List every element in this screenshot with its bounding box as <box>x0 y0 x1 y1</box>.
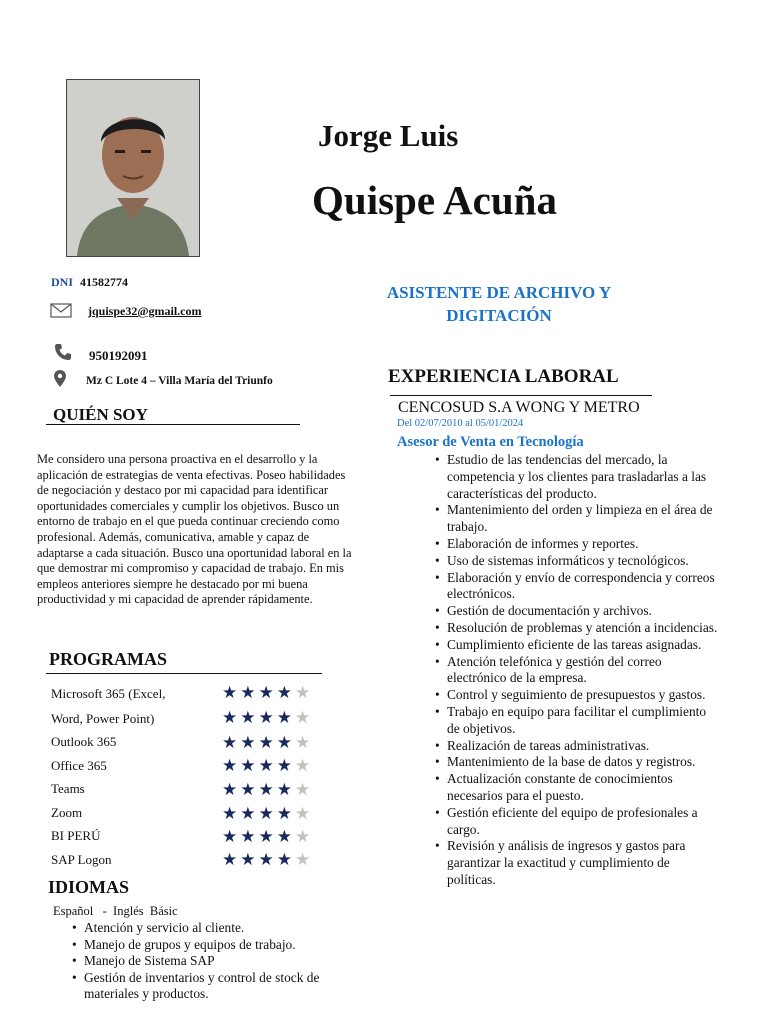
star-filled-icon: ★ <box>222 733 241 752</box>
responsibilities-list <box>435 452 720 889</box>
star-filled-icon: ★ <box>222 708 241 727</box>
star-filled-icon: ★ <box>240 708 259 727</box>
list-item: • Manejo de grupos y equipos de trabajo. <box>72 937 372 954</box>
star-filled-icon: ★ <box>222 756 241 775</box>
star-empty-icon: ★ <box>295 683 314 702</box>
list-item: • Realización de tareas administrativas. <box>435 738 720 755</box>
phone-icon <box>54 343 72 366</box>
about-text: Me considero una persona proactiva en el desarrollo y la aplicación de estrategias de venta efectivas. Poseo habilidades de negociación y destaco por mi capacidad para identificar oportunidades comerciales y cumplir los objetivos. Busco un entorno de trabajo en el que pueda continuar creciendo como profesional. Además, comunicativa, amable y capaz de adaptarse a cada situación. Busco una oportunidad laboral en la que demostrar mi compromiso y capacidad de trabajo. En mis empleos anteriores siempre he destacado por mi buena productividad y mi capacidad de aprender rápidamente. <box>37 452 352 607</box>
email-link[interactable]: jquispe32@gmail.com <box>88 304 202 318</box>
list-item: • Actualización constante de conocimientos necesarios para el puesto. <box>435 771 720 805</box>
star-filled-icon: ★ <box>258 780 277 799</box>
star-filled-icon: ★ <box>276 850 295 869</box>
program-label: SAP Logon <box>51 852 112 867</box>
list-item: • Gestión de inventarios y control de stock de materiales y productos. <box>72 970 372 1003</box>
skills-list <box>72 920 372 1003</box>
program-label: Zoom <box>51 805 83 820</box>
star-filled-icon: ★ <box>276 804 295 823</box>
star-filled-icon: ★ <box>258 850 277 869</box>
list-item: • Gestión de documentación y archivos. <box>435 603 720 620</box>
address: Mz C Lote 4 – Villa María del Triunfo <box>86 375 273 387</box>
list-item: • Elaboración y envío de correspondencia y correos electrónicos. <box>435 570 720 604</box>
star-filled-icon: ★ <box>258 733 277 752</box>
company-name: CENCOSUD S.A WONG Y METRO <box>398 399 640 416</box>
star-filled-icon: ★ <box>240 850 259 869</box>
star-filled-icon: ★ <box>276 827 295 846</box>
star-filled-icon: ★ <box>222 683 241 702</box>
list-item: • Atención telefónica y gestión del correo electrónico de la empresa. <box>435 654 720 688</box>
list-item: • Mantenimiento de la base de datos y registros. <box>435 754 720 771</box>
experience-heading: EXPERIENCIA LABORAL <box>388 366 619 387</box>
phone-number: 950192091 <box>89 348 148 363</box>
languages-line: Español - Inglés Básic <box>53 904 178 918</box>
dni-label: DNI <box>51 275 74 289</box>
last-name: Quispe Acuña <box>312 177 557 223</box>
employment-dates: Del 02/07/2010 al 05/01/2024 <box>397 418 524 429</box>
languages-heading: IDIOMAS <box>48 877 130 897</box>
about-heading: QUIÉN SOY <box>53 405 148 424</box>
star-empty-icon: ★ <box>295 708 314 727</box>
star-empty-icon: ★ <box>295 780 314 799</box>
star-filled-icon: ★ <box>258 708 277 727</box>
star-empty-icon: ★ <box>295 756 314 775</box>
star-filled-icon: ★ <box>222 850 241 869</box>
program-stars <box>222 733 313 753</box>
job-role: Asesor de Venta en Tecnología <box>397 434 584 450</box>
star-filled-icon: ★ <box>258 683 277 702</box>
star-filled-icon: ★ <box>222 827 241 846</box>
first-name: Jorge Luis <box>318 118 459 153</box>
program-label: Teams <box>51 781 85 796</box>
program-stars <box>222 708 313 728</box>
star-filled-icon: ★ <box>258 804 277 823</box>
program-label: Microsoft 365 (Excel, <box>51 686 166 701</box>
star-filled-icon: ★ <box>240 780 259 799</box>
list-item: • Trabajo en equipo para facilitar el cumplimiento de objetivos. <box>435 704 720 738</box>
program-stars <box>222 804 313 824</box>
star-filled-icon: ★ <box>222 804 241 823</box>
envelope-icon <box>50 303 72 323</box>
list-item: • Elaboración de informes y reportes. <box>435 536 720 553</box>
job-title: ASISTENTE DE ARCHIVO Y DIGITACIÓN <box>386 283 612 325</box>
list-item: • Resolución de problemas y atención a incidencias. <box>435 620 720 637</box>
star-filled-icon: ★ <box>240 756 259 775</box>
star-filled-icon: ★ <box>276 683 295 702</box>
experience-divider <box>390 395 652 396</box>
about-divider <box>46 424 300 425</box>
program-label: BI PERÚ <box>51 828 101 843</box>
program-label: Office 365 <box>51 758 107 773</box>
list-item: • Control y seguimiento de presupuestos y gastos. <box>435 687 720 704</box>
location-pin-icon <box>54 370 66 392</box>
program-stars <box>222 850 313 870</box>
star-filled-icon: ★ <box>276 780 295 799</box>
program-label: Word, Power Point) <box>51 711 155 726</box>
star-filled-icon: ★ <box>240 733 259 752</box>
dni-value: 41582774 <box>80 275 129 289</box>
list-item: • Uso de sistemas informáticos y tecnológicos. <box>435 553 720 570</box>
star-filled-icon: ★ <box>276 756 295 775</box>
star-empty-icon: ★ <box>295 827 314 846</box>
star-empty-icon: ★ <box>295 850 314 869</box>
program-stars <box>222 827 313 847</box>
list-item: • Estudio de las tendencias del mercado, la competencia y los clientes para trasladarlas a las características del producto. <box>435 452 720 502</box>
program-stars <box>222 683 313 703</box>
star-empty-icon: ★ <box>295 733 314 752</box>
star-filled-icon: ★ <box>222 780 241 799</box>
profile-photo <box>66 79 200 257</box>
star-filled-icon: ★ <box>276 708 295 727</box>
list-item: • Gestión eficiente del equipo de profesionales a cargo. <box>435 805 720 839</box>
program-stars <box>222 756 313 776</box>
list-item: • Mantenimiento del orden y limpieza en el área de trabajo. <box>435 502 720 536</box>
star-filled-icon: ★ <box>258 827 277 846</box>
star-filled-icon: ★ <box>258 756 277 775</box>
list-item: • Atención y servicio al cliente. <box>72 920 372 937</box>
star-filled-icon: ★ <box>240 804 259 823</box>
star-filled-icon: ★ <box>240 827 259 846</box>
person-photo-icon <box>67 80 199 256</box>
programs-heading: PROGRAMAS <box>49 649 167 669</box>
program-label: Outlook 365 <box>51 734 117 749</box>
star-filled-icon: ★ <box>276 733 295 752</box>
dni-row <box>51 275 128 290</box>
programs-divider <box>46 673 322 674</box>
program-stars <box>222 780 313 800</box>
star-empty-icon: ★ <box>295 804 314 823</box>
list-item: • Revisión y análisis de ingresos y gastos para garantizar la exactitud y cumplimiento de políticas. <box>435 838 720 888</box>
list-item: • Cumplimiento eficiente de las tareas asignadas. <box>435 637 720 654</box>
star-filled-icon: ★ <box>240 683 259 702</box>
list-item: • Manejo de Sistema SAP <box>72 953 372 970</box>
